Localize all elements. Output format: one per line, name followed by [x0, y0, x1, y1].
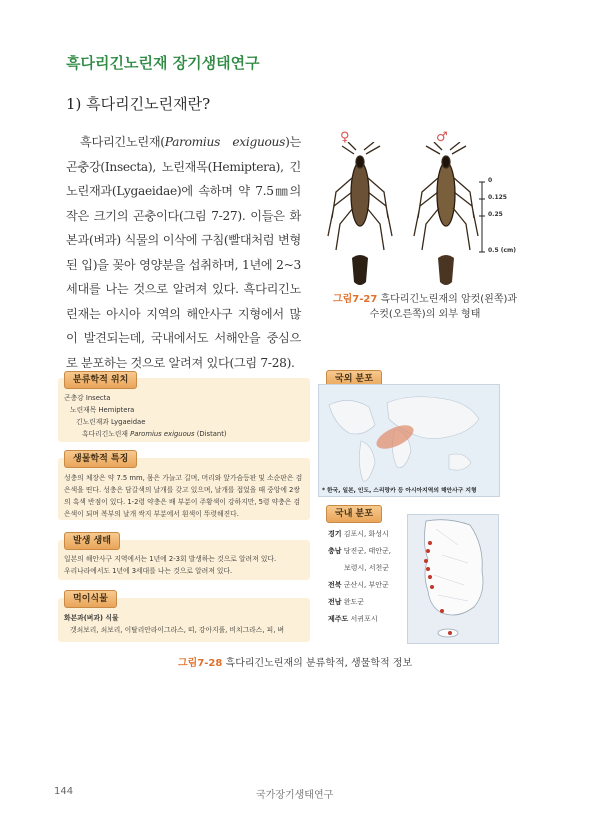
male-symbol: ♂ [436, 130, 448, 145]
scale-label-0: 0 [488, 177, 493, 184]
domestic-row: 경기 김포시, 화성시 [328, 530, 389, 538]
body-paragraph [66, 130, 301, 375]
ecology-tag: 발생 생태 [64, 532, 120, 550]
food-tag: 먹이식물 [64, 590, 117, 608]
male-abdomen [438, 255, 454, 285]
taxonomy-species-kr: 흑다리긴노린재 [82, 430, 131, 438]
figure-7-27-caption-line1: 흑다리긴노린재의 암컷(왼쪽)과 [380, 294, 518, 305]
taxonomy-class: 곤충강 Insecta [64, 394, 111, 402]
scale-label-05: 0.5 (cm) [488, 247, 517, 254]
domestic-row: 전남 완도군 [328, 598, 365, 606]
ecology-line2: 우리나라에서도 1년에 3세대를 나는 것으로 알려져 있다. [64, 567, 233, 575]
figure-7-28-caption-text: 흑다리긴노린재의 분류학적, 생물학적 정보 [225, 658, 413, 669]
world-map [318, 384, 500, 497]
section-title: 1) 흑다리긴노린재란? [66, 95, 211, 113]
ecology-text [64, 553, 304, 577]
body-text-start: 흑다리긴노린재( [80, 135, 165, 149]
scale-bar [479, 182, 485, 252]
taxonomy-order: 노린재목 Hemiptera [70, 406, 135, 414]
taxonomy-species [64, 428, 227, 440]
ecology-line1: 일본의 해안사구 지역에서는 1년에 2-3회 발생하는 것으로 알려져 있다. [64, 555, 277, 563]
domestic-tag: 국내 분포 [326, 505, 382, 523]
food-label: 화본과(벼과) 식물 [64, 614, 119, 622]
taxonomy-list [64, 392, 227, 440]
page-number: 144 [54, 786, 74, 797]
taxonomy-family: 긴노린재과 Lygaeidae [76, 418, 146, 426]
female-symbol: ♀ [340, 130, 350, 145]
biology-text: 성충의 체장은 약 7.5 mm, 몸은 가늘고 길며, 머리와 앞가슴등판 및 소순판은 검은색을 띤다. 성충은 담갈색의 날개를 갖고 있으며, 날개를 접었을 때 중앙에 2쌍의 흑색 반점이 있다. 1-2령 약충은 배 부분이 주황색이 강하지만, 5령 약충은 검은색이 되며 복부의 날개 싹지 부분에서 흰색이 뚜렷해진다. [64, 474, 303, 518]
domestic-row: 보령시, 서천군 [344, 564, 390, 572]
figure-7-28-caption [178, 654, 412, 669]
food-plants: 갯쇠보리, 쇠보리, 이탈리안라이그라스, 띠, 강아지풀, 비치그라스, 피, 벼 [70, 626, 285, 634]
world-map-graphic [319, 385, 499, 496]
overseas-caption: * 한국, 일본, 인도, 스리랑카 등 아시아지역의 해안사구 지형 [322, 488, 477, 494]
domestic-row: 전북 군산시, 부안군 [328, 581, 389, 589]
figure-7-28-number: 그림7-28 [178, 658, 223, 669]
female-abdomen [352, 255, 368, 285]
figure-7-27-number: 그림7-27 [332, 294, 378, 305]
figure-7-27 [318, 128, 528, 288]
scale-label-025: 0.25 [488, 211, 503, 218]
taxonomy-species-author: (Distant) [194, 430, 227, 438]
korea-map [407, 514, 499, 644]
biology-tag: 생물학적 특징 [64, 450, 137, 468]
taxonomy-species-sci: Paromius exiguous [130, 430, 195, 438]
domestic-row: 충남 당진군, 태안군, [328, 547, 392, 555]
taxonomy-tag: 분류학적 위치 [64, 371, 137, 389]
scale-label-0125: 0.125 [488, 194, 507, 201]
species-name: Paromius exiguous [164, 135, 286, 149]
figure-7-27-caption-line2: 수컷(오른쪽)의 외부 형태 [369, 309, 481, 320]
korea-map-graphic [408, 515, 498, 643]
male-insect [414, 142, 478, 250]
food-text [64, 612, 304, 636]
overseas-tag: 국외 분포 [326, 370, 382, 388]
footer-title: 국가장기생태연구 [256, 790, 334, 801]
domestic-row: 제주도 서귀포시 [328, 615, 378, 623]
chapter-header: 흑다리긴노린재 장기생태연구 [66, 54, 260, 72]
body-text-rest: )는 곤충강(Insecta), 노린재목(Hemiptera), 긴노린재과(Lygaeidae)에 속하며 약 7.5㎜의 작은 크기의 곤충이다(그림 7-27). 이들은 화본과(벼과) 식물의 이삭에 구침(빨대처럼 변형된 입)을 꽂아 영양분을 섭취하며, 1년에 2~3세대를 나는 것으로 알려져 있다. 흑다리긴노린재는 아시아 지역의 해안사구 지형에서 많이 발견되는데, 국내에서도 서해안을 중심으로 분포하는 것으로 알려져 있다(그림 7-28). [66, 135, 301, 370]
female-insect [328, 142, 392, 250]
figure-7-27-caption [325, 292, 525, 322]
